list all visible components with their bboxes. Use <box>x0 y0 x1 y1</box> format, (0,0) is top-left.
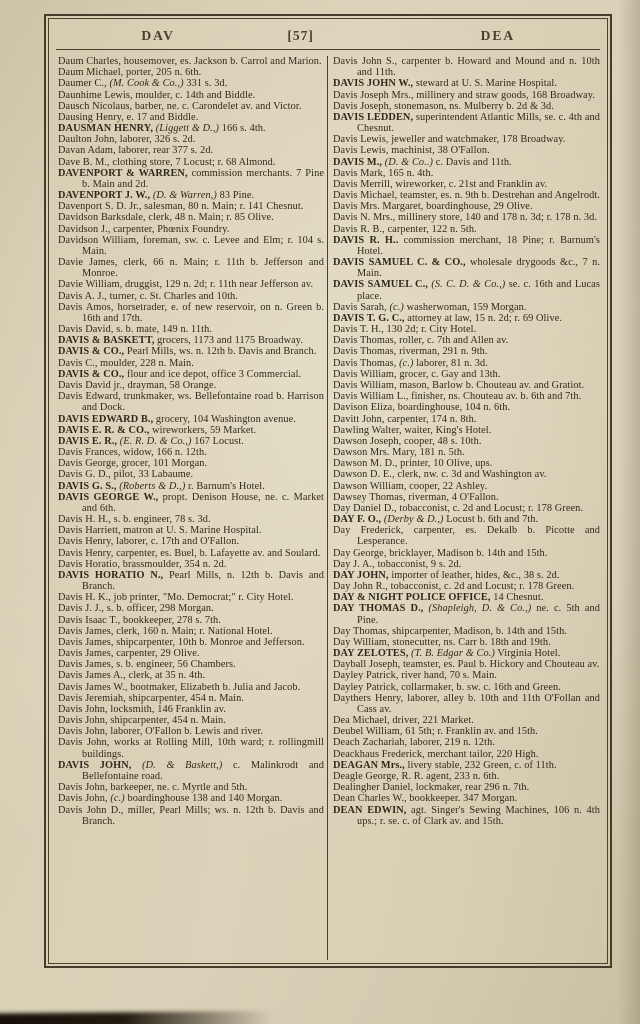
directory-entry <box>58 369 324 380</box>
entry-name-bold: DAVIS E. R., <box>58 435 118 447</box>
firm-name-italic: (Shapleigh, D. & Co.,) <box>428 603 532 615</box>
directory-entry <box>333 279 600 301</box>
entry-text: wireworkers, 59 Market. <box>149 424 257 436</box>
directory-entry <box>58 458 324 469</box>
directory-entry <box>333 481 600 492</box>
entry-name-bold: DAY THOMAS D., <box>333 603 424 615</box>
entry-text: Davis Frances, widow, 166 n. 12th. <box>58 447 207 459</box>
firm-name-italic: (T. B. Edgar & Co.) <box>411 648 495 660</box>
entry-name-bold: DAY JOHN, <box>333 569 389 581</box>
directory-entry <box>333 157 600 168</box>
directory-entry <box>58 279 324 290</box>
directory-entry <box>333 179 600 190</box>
entry-text: Deackhaus Frederick, merchant tailor, 220 High. <box>333 748 539 760</box>
directory-entry <box>333 805 600 827</box>
entry-text: Davis Jeremiah, shipcarpenter, 454 n. Main. <box>58 692 245 704</box>
entry-name-bold: DAVIS & CO., <box>58 346 125 358</box>
entry-text: boardinghouse 138 and 140 Morgan. <box>124 793 283 805</box>
directory-entry <box>333 592 600 603</box>
directory-entry <box>58 112 324 123</box>
directory-entry <box>333 425 600 436</box>
firm-name-italic: (D. & Warren,) <box>152 190 217 202</box>
directory-entry <box>58 670 324 681</box>
directory-entry <box>58 145 324 156</box>
directory-entry <box>58 436 324 447</box>
entry-text: Davis Lewis, machinist, 38 O'Fallon. <box>333 145 490 157</box>
directory-entry <box>333 603 600 625</box>
directory-entry <box>58 425 324 436</box>
entry-text: Davis R. B., carpenter, 122 n. 5th. <box>333 223 477 235</box>
directory-entry <box>333 112 600 134</box>
directory-entry <box>333 56 600 78</box>
directory-entry <box>58 615 324 626</box>
directory-entry <box>333 559 600 570</box>
entry-text: Davie William, druggist, 129 n. 2d; r. 11th near Jefferson av. <box>58 279 314 291</box>
firm-name-italic: (c.) <box>399 357 414 369</box>
entry-text: importer of leather, hides, &c., 38 s. 2d. <box>388 569 560 581</box>
directory-entry <box>58 737 324 759</box>
directory-entry <box>333 458 600 469</box>
directory-entry <box>58 123 324 134</box>
directory-entry <box>333 391 600 402</box>
directory-entry <box>58 56 324 67</box>
directory-entry <box>333 134 600 145</box>
entry-text: Davis James, carpenter, 29 Olive. <box>58 648 200 660</box>
entry-name-bold: DAVIS & CO., <box>58 368 125 380</box>
entry-text: Dawson Mrs. Mary, 181 n. 5th. <box>333 447 465 459</box>
directory-entry <box>58 168 324 190</box>
directory-entry <box>58 67 324 78</box>
directory-entry <box>333 581 600 592</box>
directory-entry <box>333 145 600 156</box>
header-right-guide: DEA <box>480 28 516 43</box>
entry-text: Day George, bricklayer, Madison b. 14th and 15th. <box>333 547 548 559</box>
directory-entry <box>58 324 324 335</box>
entry-text: r. Barnum's Hotel. <box>185 480 265 492</box>
header-left-guide: DAV <box>141 28 175 43</box>
entry-text: Davis Sarah, <box>333 301 390 313</box>
entry-text: Day J. A., tobacconist, 9 s. 2d. <box>333 558 462 570</box>
directory-entry <box>58 659 324 670</box>
entry-text: Davis H. H., s. b. engineer, 78 s. 3d. <box>58 514 211 526</box>
entry-text: Locust b. 6th and 7th. <box>443 514 539 526</box>
directory-entry <box>333 548 600 559</box>
entry-text: Davis George, grocer, 101 Morgan. <box>58 458 208 470</box>
entry-text: Davis Horatio, brassmoulder, 354 n. 2d. <box>58 558 227 570</box>
entry-text: Daythers Henry, laborer, alley b. 10th and 11th O'Follan and Cass av. <box>333 692 600 715</box>
entry-text: superintendent Atlantic Mills, se. c. 4th and Chesnut. <box>357 111 601 135</box>
entry-text: Deach Zachariah, laborer, 219 n. 12th. <box>333 737 496 749</box>
directory-entry <box>333 101 600 112</box>
directory-entry <box>58 257 324 279</box>
entry-text: washerwoman, 159 Morgan. <box>403 301 527 313</box>
entry-name-bold: DEAGAN Mrs., <box>333 759 405 771</box>
directory-entry <box>333 737 600 748</box>
directory-entry <box>58 704 324 715</box>
entry-text: Dayley Patrick, river hand, 70 s. Main. <box>333 670 498 682</box>
entry-text: Davis John S., carpenter b. Howard and Mound and n. 10th and 11th. <box>333 56 600 79</box>
directory-entry <box>58 391 324 413</box>
entry-text: Dawson D. E., clerk, nw. c. 3d and Washington av. <box>333 469 547 481</box>
entry-text: attorney at law, 15 n. 2d; r. 69 Olive. <box>404 312 563 324</box>
entry-name-bold: DAVIS HORATIO N., <box>58 569 164 581</box>
directory-entry <box>333 201 600 212</box>
directory-entry <box>58 626 324 637</box>
entry-text: se. c. 16th and Lucas place. <box>357 279 600 302</box>
entry-text: 166 s. 4th. <box>219 123 266 135</box>
directory-entry <box>58 90 324 101</box>
entry-text: Davis Thomas, riverman, 291 n. 9th. <box>333 346 488 358</box>
directory-entry <box>333 771 600 782</box>
directory-entry <box>58 570 324 592</box>
entry-name-bold: DAVIS E. R. & CO., <box>58 424 150 436</box>
entry-text: Davan Adam, laborer, rear 377 s. 2d. <box>58 145 214 157</box>
directory-entry <box>333 335 600 346</box>
entry-text: Davis James A., clerk, at 35 n. 4th. <box>58 670 206 682</box>
entry-text: Davis Thomas, roller, c. 7th and Allen av. <box>333 335 509 347</box>
directory-entry <box>333 447 600 458</box>
entry-text: Davis G. D., pilot, 33 Labaume. <box>58 469 194 481</box>
directory-entry <box>58 805 324 827</box>
entry-text: wholesale drygoods &c., 7 n. Main. <box>357 257 600 280</box>
entry-name-bold: DEAN EDWIN, <box>333 804 407 816</box>
page-edge-shading <box>618 0 640 1024</box>
directory-entry <box>58 302 324 324</box>
entry-text: Davis Lewis, jeweller and watchmaker, 178 Broadway. <box>333 134 566 146</box>
entry-name-bold: DAVIS G. S., <box>58 480 117 492</box>
entry-text: Davis David jr., drayman, 58 Orange. <box>58 379 217 391</box>
entry-text: Dausch Nicolaus, barber, ne. c. Carondelet av. and Victor. <box>58 100 302 112</box>
entry-text: Davis Henry, laborer, c. 17th and O'Fallon. <box>58 536 240 548</box>
entry-name-bold: DAVIS LEDDEN, <box>333 111 414 123</box>
entry-text: Davis James, s. b. engineer, 56 Chambers. <box>58 659 236 671</box>
directory-entry <box>58 693 324 704</box>
entry-text: Dayley Patrick, collarmaker, b. sw. c. 16th and Green. <box>333 681 561 693</box>
entry-name-bold: DAVIS SAMUEL C. & CO., <box>333 257 466 269</box>
directory-entry <box>58 380 324 391</box>
entry-text: Davis Joseph Mrs., millinery and straw goods, 168 Broadway. <box>333 89 596 101</box>
directory-entry <box>58 793 324 804</box>
firm-name-italic: (D. & Co..) <box>384 156 434 168</box>
directory-entry <box>333 369 600 380</box>
entry-text: Davis H. K., job printer, "Mo. Democrat;" r. City Hotel. <box>58 592 294 604</box>
entry-text: Davis Edward, trunkmaker, ws. Bellefontaine road b. Harrison and Dock. <box>58 391 324 414</box>
entry-text: Davis John, laborer, O'Fallon b. Lewis and river. <box>58 726 264 738</box>
directory-entry <box>58 782 324 793</box>
entry-text: Davis Michael, teamster, es. n. 9th b. Destrehan and Angelrodt. <box>333 190 600 202</box>
directory-entry <box>58 190 324 201</box>
page-content <box>54 22 602 960</box>
entry-text: Dealingher Daniel, lockmaker, rear 296 n. 7th. <box>333 782 530 794</box>
entry-text: commission merchant, 18 Pine; r. Barnum's Hotel. <box>357 234 601 257</box>
entry-text: grocery, 104 Washington avenue. <box>153 413 297 425</box>
firm-name-italic: (Derby & D.,) <box>383 514 444 526</box>
entry-text: Dawsey Thomas, riverman, 4 O'Fallon. <box>333 491 499 503</box>
running-header <box>54 22 602 49</box>
directory-entry <box>58 335 324 346</box>
directory-entry <box>333 313 600 324</box>
entry-name-bold: DAVIS GEORGE W., <box>58 491 159 503</box>
left-column <box>54 56 326 960</box>
entry-text: Dawson William, cooper, 22 Ashley. <box>333 480 488 492</box>
directory-entry <box>58 514 324 525</box>
entry-text: Davis John, locksmith, 146 Franklin av. <box>58 703 226 715</box>
entry-name-bold: DAVIS T. G. C., <box>333 312 405 324</box>
entry-text: c. Malinkrodt and Bellefontaine road. <box>82 759 324 782</box>
entry-text: Dawson Joseph, cooper, 48 s. 10th. <box>333 435 482 447</box>
directory-entry <box>333 503 600 514</box>
entry-text: Davis John, shipcarpenter, 454 n. Main. <box>58 715 226 727</box>
entry-text: laborer, 81 n. 3d. <box>413 357 488 369</box>
directory-entry <box>333 525 600 547</box>
entry-name-bold: DAY F. O., <box>333 514 382 526</box>
entry-text: Deagle George, R. R. agent, 233 n. 6th. <box>333 771 500 782</box>
directory-entry <box>58 134 324 145</box>
entry-text: Dawson M. D., printer, 10 Olive, ups. <box>333 458 493 470</box>
directory-entry <box>333 402 600 413</box>
directory-entry <box>58 592 324 603</box>
entry-text: Davis Henry, carpenter, es. Buel, b. Lafayette av. and Soulard. <box>58 547 321 559</box>
entry-text: 14 Chesnut. <box>490 592 544 604</box>
entry-name-bold: DAY ZELOTES, <box>333 648 409 660</box>
entry-text: Daum Michael, porter, 205 n. 6th. <box>58 67 202 79</box>
directory-entry <box>333 90 600 101</box>
entry-text: Davis Harriett, matron at U. S. Marine Hospital. <box>58 525 262 537</box>
directory-entry <box>333 302 600 313</box>
directory-entry <box>58 682 324 693</box>
entry-text: steward at U. S. Marine Hospital. <box>413 78 557 90</box>
directory-entry <box>58 536 324 547</box>
directory-entry <box>58 525 324 536</box>
entry-text: Davie James, clerk, 66 n. Main; r. 11th b. Jefferson and Monroe. <box>58 257 324 280</box>
directory-entry <box>58 548 324 559</box>
directory-entry <box>58 157 324 168</box>
entry-text: 167 Locust. <box>191 435 244 447</box>
entry-text: Davis Merrill, wireworker, c. 21st and Franklin av. <box>333 178 548 190</box>
entry-text: Davis A. J., turner, c. St. Charles and 10th. <box>58 290 238 302</box>
directory-entry <box>58 414 324 425</box>
directory-entry <box>333 190 600 201</box>
entry-text: Davison Eliza, boardinghouse, 104 n. 6th. <box>333 402 511 414</box>
entry-name-bold: DAUSMAN HENRY, <box>58 123 154 135</box>
entry-text: Davis James W., bootmaker, Elizabeth b. Julia and Jacob. <box>58 681 301 693</box>
entry-text: Davis Isaac T., bookkeeper, 278 s. 7th. <box>58 614 221 626</box>
entry-name-bold: DAVIS JOHN W., <box>333 78 414 90</box>
directory-entry <box>333 380 600 391</box>
entry-text: Day Thomas, shipcarpenter, Madison, b. 14th and 15th. <box>333 625 568 637</box>
directory-entry <box>333 760 600 771</box>
entry-text: Davis T. H., 130 2d; r. City Hotel. <box>333 324 477 336</box>
directory-entry <box>333 749 600 760</box>
entry-text: Davis J. J., s. b. officer, 298 Morgan. <box>58 603 214 615</box>
entry-text: Dave B. M., clothing store, 7 Locust; r. 68 Almond. <box>58 156 276 168</box>
entry-text: Daumer C., <box>58 78 110 90</box>
entry-text: Deubel William, 61 5th; r. Franklin av. and 15th. <box>333 726 538 738</box>
entry-text: Davis James, shipcarpenter, 10th b. Monroe and Jefferson. <box>58 636 305 648</box>
directory-entry <box>58 637 324 648</box>
firm-name-italic: (S. C. D. & Co.,) <box>431 279 506 291</box>
entry-text: grocers, 1173 and 1175 Broadway. <box>154 335 304 347</box>
entry-text: Dean Charles W., bookkeeper. 347 Morgan. <box>333 793 518 805</box>
entry-text: Davis William L., finisher, ns. Chouteau av. b. 6th and 7th. <box>333 391 582 403</box>
directory-entry <box>58 648 324 659</box>
directory-entry <box>333 257 600 279</box>
entry-text: Davis William, grocer, c. Gay and 13th. <box>333 368 501 380</box>
directory-entry <box>58 447 324 458</box>
directory-entry <box>58 760 324 782</box>
page-border <box>44 14 612 968</box>
directory-entry <box>333 715 600 726</box>
directory-entry <box>333 570 600 581</box>
directory-entry <box>333 782 600 793</box>
entry-text: Davis Mrs. Margaret, boardinghouse, 29 Olive. <box>333 201 533 213</box>
firm-name-italic: (c.) <box>389 301 404 313</box>
directory-entry <box>333 793 600 804</box>
directory-columns <box>54 56 602 960</box>
column-divider <box>327 56 328 960</box>
entry-name-bold: DAVENPORT & WARREN, <box>58 167 188 179</box>
entry-name-bold: DAVENPORT J. W., <box>58 190 151 202</box>
entry-text: Pearl Mills, ws. n. 12th b. Davis and Branch. <box>124 346 317 358</box>
directory-entry <box>333 670 600 681</box>
firm-name-italic: (c.) <box>110 793 125 805</box>
directory-entry <box>333 648 600 659</box>
directory-entry <box>58 78 324 89</box>
directory-entry <box>58 481 324 492</box>
directory-entry <box>58 346 324 357</box>
entry-text: Davis William, mason, Barlow b. Chouteau av. and Gratiot. <box>333 379 585 391</box>
directory-entry <box>58 603 324 614</box>
directory-entry <box>333 492 600 503</box>
directory-entry <box>333 224 600 235</box>
directory-entry <box>333 78 600 89</box>
entry-text: Davis John, works at Rolling Mill, 10th ward; r. rollingmill buildings. <box>58 737 324 760</box>
right-column <box>329 56 602 960</box>
entry-text: Dea Michael, driver, 221 Market. <box>333 715 474 727</box>
entry-text: propt. Denison House, ne. c. Market and 6th. <box>82 491 324 514</box>
entry-text: c. Davis and 11th. <box>433 156 512 168</box>
directory-entry <box>333 436 600 447</box>
page-number: [57] <box>287 28 314 43</box>
entry-text: Davis John, barkeeper, ne. c. Myrtle and 5th. <box>58 782 248 794</box>
entry-text: Daum Charles, housemover, es. Jackson b. Carrol and Marion. <box>58 56 322 67</box>
entry-text: ne. c. 5th and Pine. <box>357 603 600 626</box>
entry-text: Davis C., moulder, 228 n. Main. <box>58 357 194 369</box>
entry-text <box>132 760 143 771</box>
entry-text: Davis N. Mrs., millinery store, 140 and 178 n. 3d; r. 178 n. 3d. <box>333 212 598 224</box>
directory-entry <box>58 212 324 223</box>
firm-name-italic: (E. R. D. & Co.,) <box>119 435 192 447</box>
entry-text: flour and ice depot, office 3 Commercial. <box>124 368 302 380</box>
entry-text: Davis Joseph, stonemason, ns. Mulberry b. 2d & 3d. <box>333 100 554 112</box>
entry-text: commission merchants. 7 Pine b. Main and 2d. <box>82 167 325 190</box>
entry-text: Davis John, <box>58 793 111 805</box>
directory-entry <box>58 201 324 212</box>
entry-text: Pearl Mills, n. 12th b. Davis and Branch. <box>82 569 324 593</box>
entry-name-bold: DAVIS M., <box>333 156 383 168</box>
entry-text: Virginia Hotel. <box>494 648 561 660</box>
entry-text: Davidson Barksdale, clerk, 48 n. Main; r. 85 Olive. <box>58 212 274 224</box>
directory-entry <box>333 212 600 223</box>
entry-text: Day Frederick, carpenter, es. Dekalb b. Picotte and Lesperance. <box>333 525 600 548</box>
entry-text: Day William, stonecutter, ns. Carr b. 18th and 19th. <box>333 636 551 648</box>
entry-text: Dausing Henry, e. 17 and Biddle. <box>58 111 199 123</box>
directory-entry <box>333 659 600 670</box>
entry-text: Davis Mark, 165 n. 4th. <box>333 167 434 179</box>
directory-entry <box>333 235 600 257</box>
entry-text: Daulton John, laborer, 326 s. 2d. <box>58 134 196 146</box>
directory-entry <box>333 693 600 715</box>
entry-text: Davis Amos, horsetrader, e. of new reservoir, on n. Green b. 16th and 17th. <box>58 301 324 324</box>
entry-name-bold: DAY & NIGHT POLICE OFFICE, <box>333 592 491 604</box>
entry-name-bold: DAVIS EDWARD B., <box>58 413 154 425</box>
entry-text: Daunhime Lewis, moulder, c. 14th and Biddle. <box>58 89 256 101</box>
firm-name-italic: (Liggett & D.,) <box>155 123 220 135</box>
directory-entry <box>333 358 600 369</box>
directory-entry <box>333 346 600 357</box>
entry-text: Davis Thomas, <box>333 357 400 369</box>
entry-text: Day John R., tobacconist, c. 2d and Locust; r. 178 Green. <box>333 581 575 593</box>
directory-entry <box>333 168 600 179</box>
firm-name-italic: (Roberts & D.,) <box>119 480 186 492</box>
directory-entry <box>333 682 600 693</box>
entry-name-bold: DAVIS R. H.. <box>333 234 399 246</box>
entry-text: Davis John D., miller, Pearl Mills; ws. n. 12th b. Davis and Branch. <box>58 804 324 827</box>
entry-name-bold: DAVIS & BASKETT, <box>58 335 155 347</box>
entry-name-bold: DAVIS SAMUEL C., <box>333 279 428 291</box>
directory-entry <box>58 358 324 369</box>
directory-entry <box>58 469 324 480</box>
directory-entry <box>58 492 324 514</box>
book-edge-shadow <box>0 1011 322 1024</box>
directory-entry <box>333 637 600 648</box>
entry-text: Davitt John, carpenter, 174 n. 8th. <box>333 413 477 425</box>
directory-entry <box>333 324 600 335</box>
entry-text: Davis James, clerk, 160 n. Main; r. National Hotel. <box>58 625 273 637</box>
directory-entry <box>58 715 324 726</box>
entry-text: agt. Singer's Sewing Machines, 106 n. 4th ups.; r. se. c. of Clark av. and 15th. <box>357 804 600 827</box>
entry-text: Davis David, s. b. mate, 149 n. 11th. <box>58 324 213 336</box>
entry-text: Dayball Joseph, teamster, es. Paul b. Hickory and Chouteau av. <box>333 659 600 671</box>
directory-entry <box>333 414 600 425</box>
directory-entry <box>58 224 324 235</box>
entry-name-bold: DAVIS JOHN, <box>58 759 132 771</box>
entry-text: 83 Pine. <box>216 190 255 202</box>
entry-text: Dawling Walter, waiter, King's Hotel. <box>333 424 492 436</box>
firm-name-italic: (M. Cook & Co.,) <box>109 78 184 90</box>
entry-text: Davidson William, foreman, sw. c. Levee and Elm; r. 104 s. Main. <box>58 234 324 257</box>
entry-text: 331 s. 3d. <box>183 78 228 90</box>
entry-text: Davenport S. D. Jr., salesman, 80 n. Main; r. 141 Chesnut. <box>58 201 304 213</box>
directory-entry <box>58 726 324 737</box>
directory-entry <box>333 469 600 480</box>
firm-name-italic: (D. & Baskett,) <box>142 759 223 771</box>
directory-entry <box>333 626 600 637</box>
entry-text: Day Daniel D., tobacconist, c. 2d and Locust; r. 178 Green. <box>333 502 584 514</box>
directory-entry <box>58 291 324 302</box>
directory-entry <box>58 235 324 257</box>
header-rule <box>56 49 600 51</box>
directory-entry <box>58 559 324 570</box>
entry-text: livery stable, 232 Green, c. of 11th. <box>404 759 557 771</box>
directory-entry <box>333 514 600 525</box>
directory-entry <box>333 726 600 737</box>
directory-entry <box>58 101 324 112</box>
entry-text: Davidson J., carpenter, Phœnix Foundry. <box>58 223 230 235</box>
